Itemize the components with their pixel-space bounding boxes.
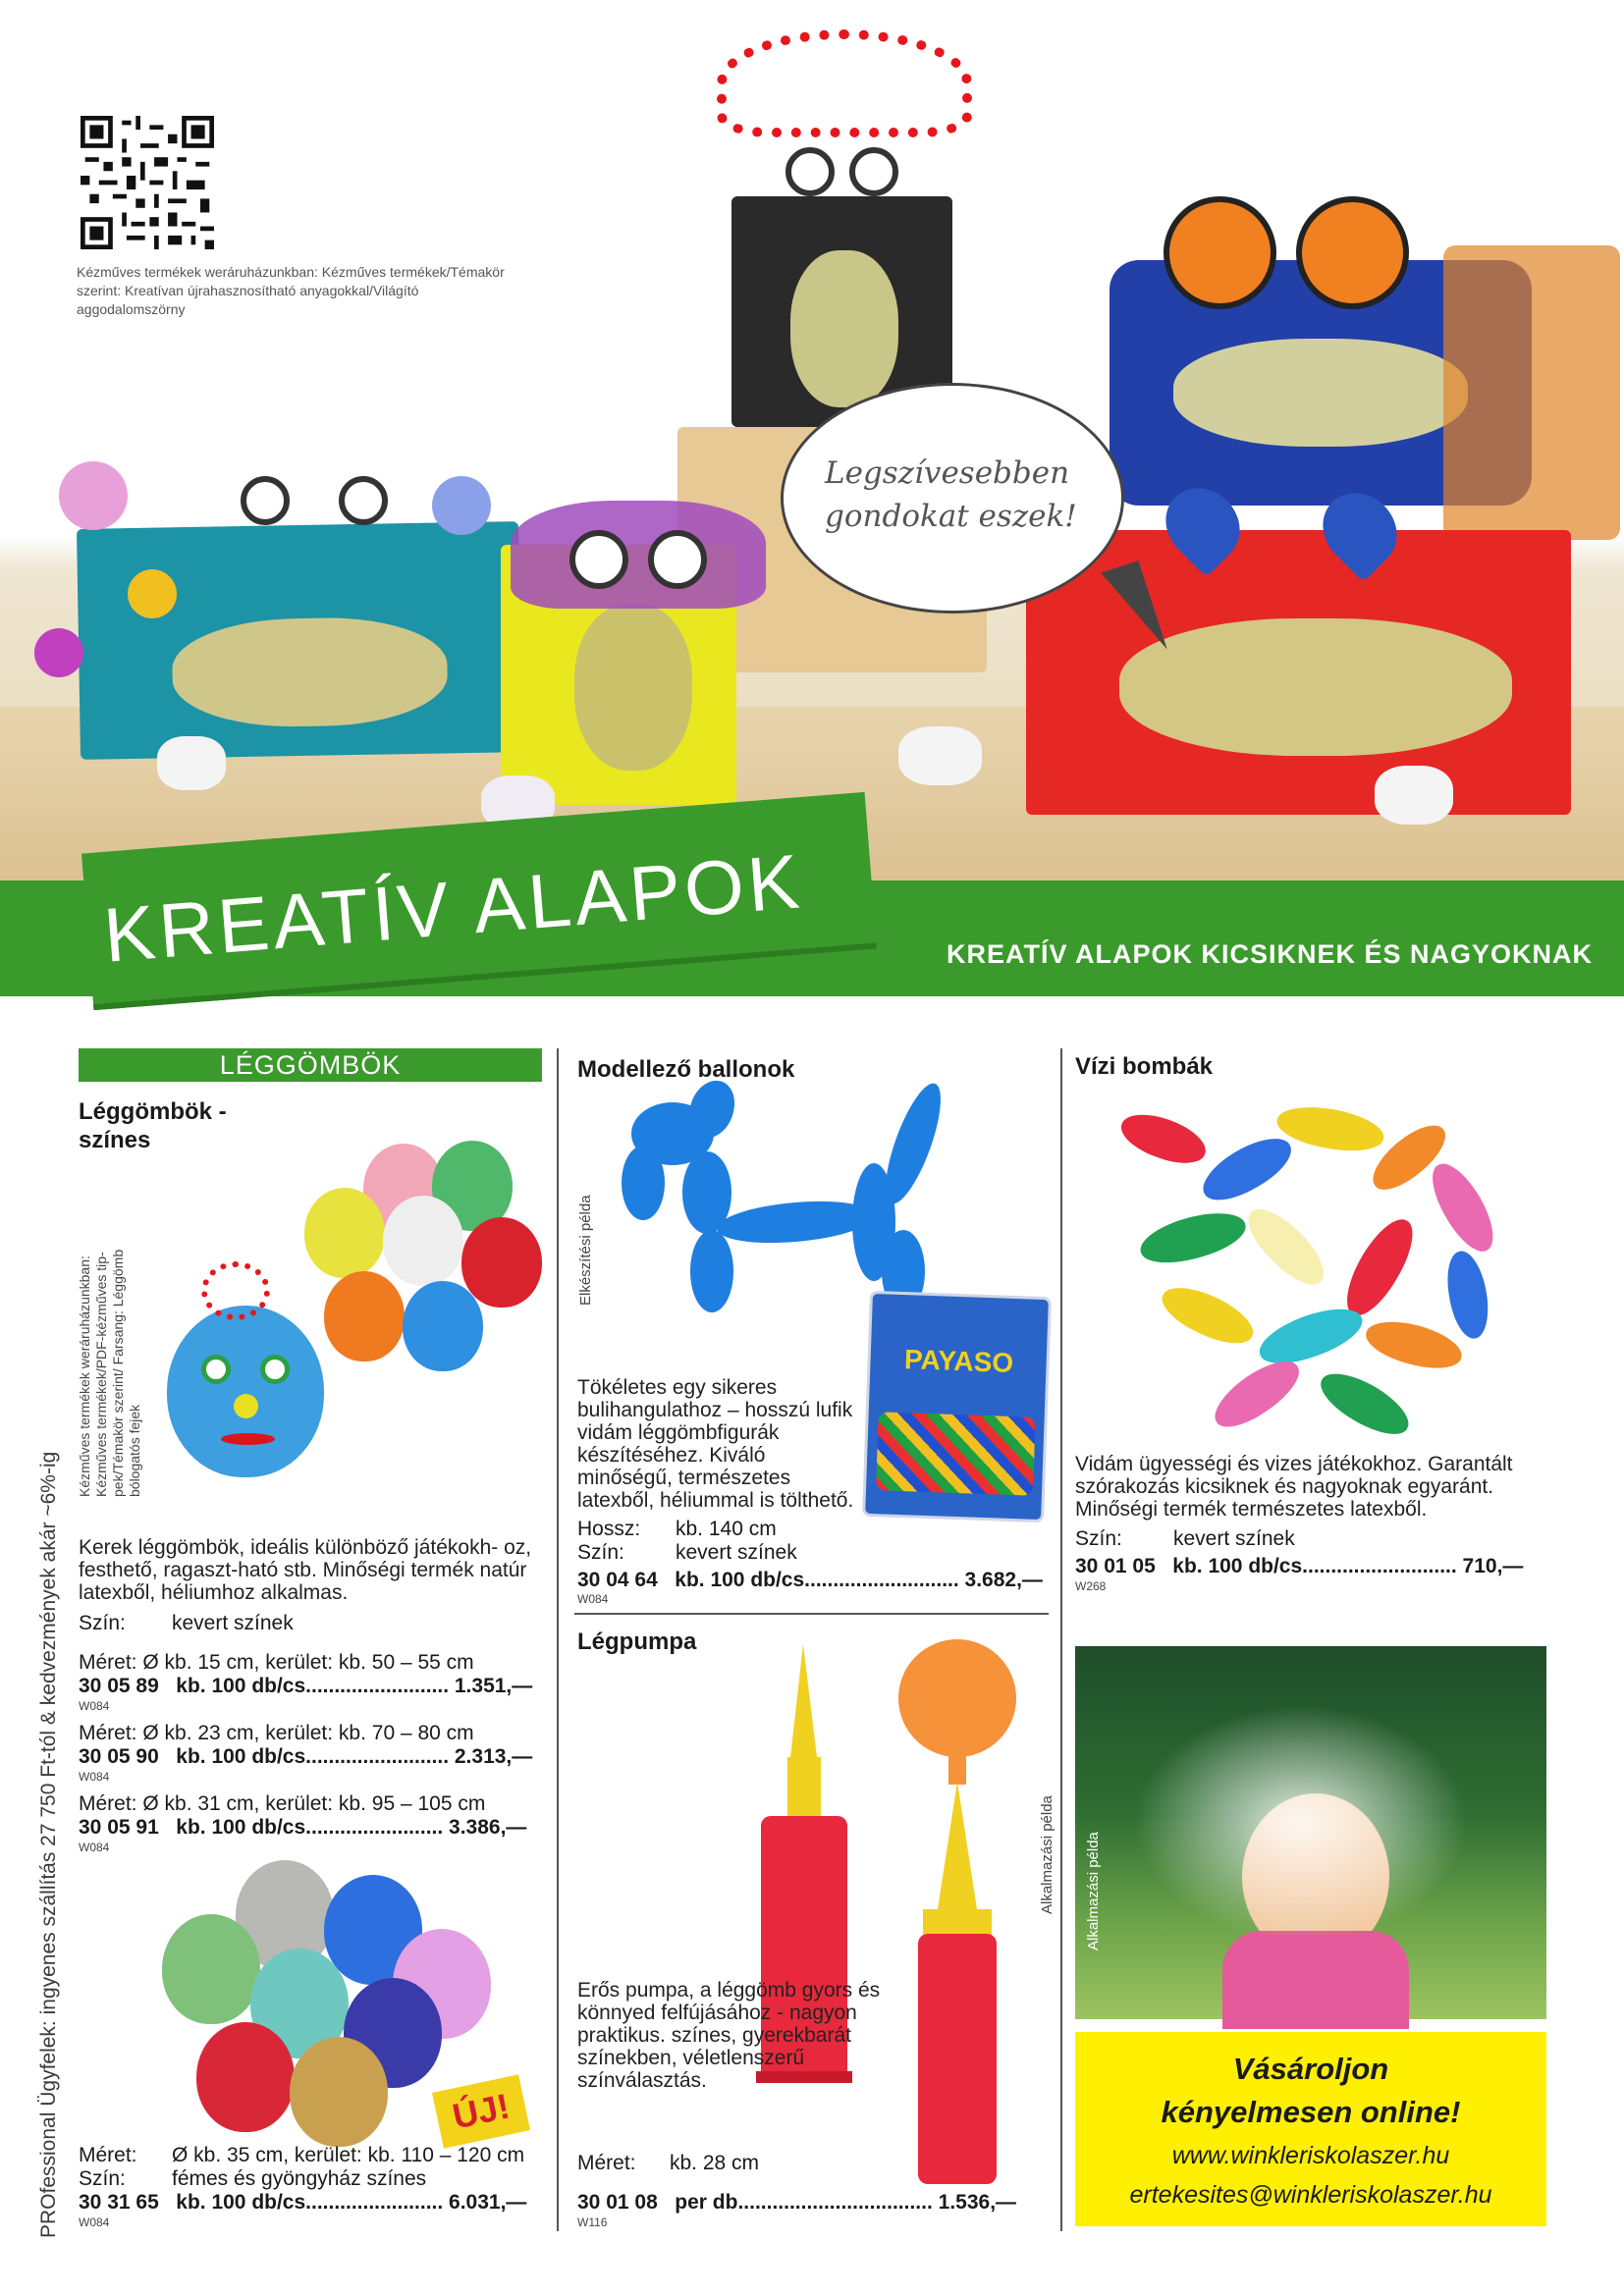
hero-image	[0, 0, 1624, 979]
paper-ball	[157, 736, 226, 790]
ref-code: W084	[79, 1699, 110, 1713]
product-code: 30 05 89	[79, 1675, 159, 1697]
product-title: Légpumpa	[577, 1629, 697, 1655]
vertical-note: Kézműves termékek weráruházunkban: Kézműves termékek/PDF-kézműves tip- pek/Témakör szerint/ Farsang: Léggömb bólogatós fejek	[77, 1249, 142, 1497]
paper-ball	[898, 726, 982, 785]
child-splash-photo	[1075, 1646, 1546, 2019]
package-label: PAYASO	[903, 1344, 1014, 1378]
pack-size: kb. 100 db/cs.	[1172, 1555, 1308, 1577]
website-link[interactable]: www.winkleriskolaszer.hu	[1171, 2142, 1450, 2169]
pack-size: kb. 100 db/cs.	[176, 1745, 311, 1768]
pearl-color-label: Szín:	[79, 2167, 126, 2190]
ref-code: W084	[577, 1592, 609, 1606]
length-label: Hossz:	[577, 1518, 641, 1540]
vertical-note: Alkalmazási példa	[1039, 1795, 1056, 1914]
product-description: Tökéletes egy sikeres bulihangulathoz – hosszú lufik vidám léggömbfigurák készítéséhez. Kiváló minőségű, természetes latexből, héliummal is tölthető.	[577, 1376, 854, 1512]
color-value: kevert színek	[1173, 1527, 1295, 1550]
pack-size: per db	[675, 2191, 738, 2214]
column-divider	[557, 1048, 559, 2231]
color-label: Szín:	[577, 1541, 624, 1564]
column-divider	[1060, 1048, 1062, 2231]
ref-code: W084	[79, 1770, 110, 1784]
product-title: Léggömbök - színes	[79, 1098, 227, 1153]
price: 710,—	[1462, 1555, 1524, 1577]
product-code: 30 04 64	[577, 1569, 658, 1591]
qr-code-icon[interactable]	[81, 116, 214, 249]
product-description: Kerek léggömbök, ideális különböző játékokh- oz, festhető, ragaszt-ható stb. Minőségi termék natúr latexből, héliumhoz alkalmas.	[79, 1536, 532, 1604]
product-title: Vízi bombák	[1075, 1053, 1214, 1080]
pearl-size-label: Méret:	[79, 2144, 137, 2166]
variant-row[interactable]: 30 05 90 kb. 100 db/cs......................... 2.313,—	[79, 1745, 533, 1768]
eye-icon	[569, 530, 628, 589]
ref-code: W084	[79, 2216, 110, 2229]
variant-size: Méret: Ø kb. 31 cm, kerület: kb. 95 – 105 cm	[79, 1792, 486, 1815]
variant-size: Méret: Ø kb. 23 cm, kerület: kb. 70 – 80 cm	[79, 1722, 474, 1744]
product-code: 30 05 91	[79, 1816, 159, 1839]
product-description: Vidám ügyességi és vizes játékokhoz. Garantált szórakozás kicsiknek és nagyoknak egyaránt. Minőségi termék természetes latexből.	[1075, 1453, 1513, 1521]
product-code: 30 05 90	[79, 1745, 159, 1768]
variant-row[interactable]: 30 05 91 kb. 100 db/cs........................ 3.386,—	[79, 1816, 527, 1839]
pack-size: kb. 100 db/cs.	[675, 1569, 810, 1591]
variant-row[interactable]: 30 05 89 kb. 100 db/cs......................... 1.351,—	[79, 1675, 533, 1697]
pack-size: kb. 100 db/cs.	[176, 1675, 311, 1697]
eye-icon	[648, 530, 707, 589]
teal-monster-box	[77, 521, 522, 760]
product-description: Erős pumpa, a léggömb gyors és könnyed felfújásához - nagyon praktikus. színes, gyerekbarát színekben, véletlenszerű színválasztás.	[577, 1979, 881, 2092]
speech-bubble-text: Legszívesebben gondokat eszek!	[825, 455, 1077, 534]
price: 3.682,—	[964, 1569, 1043, 1591]
email-link[interactable]: ertekesites@winkleriskolaszer.hu	[1129, 2181, 1492, 2209]
product-code: 30 01 08	[577, 2191, 658, 2214]
eye-icon	[339, 476, 388, 525]
product-title: Modellező ballonok	[577, 1056, 795, 1083]
qr-caption: Kézműves termékek weráruházunkban: Kézműves termékek/Témakör szerint: Kreatívan újrahasznosítható anyagokkal/Világító aggodalomszörny	[77, 264, 505, 317]
promo-line2: kényelmesen online!	[1161, 2095, 1461, 2129]
price: 2.313,—	[454, 1745, 533, 1768]
ref-code: W084	[79, 1841, 110, 1854]
page-subtitle: KREATÍV ALAPOK KICSIKNEK ÉS NAGYOKNAK	[946, 939, 1593, 969]
vertical-note: Elkészítési példa	[577, 1195, 594, 1306]
purple-hair	[511, 501, 766, 609]
pearl-size-value: Ø kb. 35 cm, kerület: kb. 110 – 120 cm	[172, 2144, 525, 2166]
page-title: KREATÍV ALAPOK	[100, 837, 806, 979]
size-value: kb. 28 cm	[670, 2152, 760, 2174]
price: 6.031,—	[449, 2191, 527, 2214]
variant-size: Méret: Ø kb. 15 cm, kerület: kb. 50 – 55 cm	[79, 1651, 474, 1674]
product-code: 30 31 65	[79, 2191, 159, 2214]
color-value: kevert színek	[676, 1541, 797, 1564]
professional-side-note: PROfessional Ügyfelek: ingyenes szállítás 27 750 Ft-tól & kedvezmények akár ~6%-ig	[37, 1451, 60, 2238]
red-wire-hair	[717, 29, 972, 137]
eye-icon	[241, 476, 290, 525]
pompom-icon	[128, 569, 177, 618]
section-title: LÉGGÖMBÖK	[79, 1048, 542, 1082]
color-label: Szín:	[1075, 1527, 1122, 1550]
orange-net	[1443, 245, 1620, 540]
new-badge: ÚJ!	[432, 2074, 530, 2148]
eye-icon	[785, 147, 835, 196]
eye-icon	[849, 147, 898, 196]
pompom-icon	[59, 461, 128, 530]
pack-size: kb. 100 db/cs.	[176, 1816, 311, 1839]
air-pump-image	[746, 1639, 1041, 2189]
pack-size: kb. 100 db/cs.	[176, 2191, 311, 2214]
size-label: Méret:	[577, 2152, 636, 2174]
variant-row[interactable]: 30 01 08 per db.................................. 1.536,—	[577, 2191, 1017, 2214]
paper-ball	[1375, 766, 1453, 825]
length-value: kb. 140 cm	[676, 1518, 777, 1540]
variant-row[interactable]: 30 31 65 kb. 100 db/cs........................ 6.031,—	[79, 2191, 527, 2214]
eye-icon	[1296, 196, 1409, 309]
pompom-icon	[432, 476, 491, 535]
payaso-package-image	[862, 1291, 1052, 1522]
variant-row[interactable]: 30 01 05 kb. 100 db/cs........................... 710,—	[1075, 1555, 1524, 1577]
pompom-icon	[34, 628, 83, 677]
photo-note: Alkalmazási példa	[1085, 1832, 1102, 1950]
color-value: kevert színek	[172, 1612, 294, 1634]
online-shop-promo[interactable]	[1075, 2032, 1546, 2226]
color-label: Szín:	[79, 1612, 126, 1634]
price: 1.351,—	[454, 1675, 533, 1697]
eye-icon	[1164, 196, 1276, 309]
ref-code: W116	[577, 2216, 608, 2229]
price: 3.386,—	[449, 1816, 527, 1839]
product-code: 30 01 05	[1075, 1555, 1156, 1577]
price: 1.536,—	[938, 2191, 1017, 2214]
promo-line1: Vásároljon	[1232, 2052, 1389, 2086]
row-divider	[574, 1613, 1049, 1615]
ref-code: W268	[1075, 1579, 1107, 1593]
pearl-color-value: fémes és gyöngyház színes	[172, 2167, 427, 2190]
variant-row[interactable]: 30 04 64 kb. 100 db/cs........................... 3.682,—	[577, 1569, 1043, 1591]
balloon-dog-image	[619, 1075, 962, 1320]
